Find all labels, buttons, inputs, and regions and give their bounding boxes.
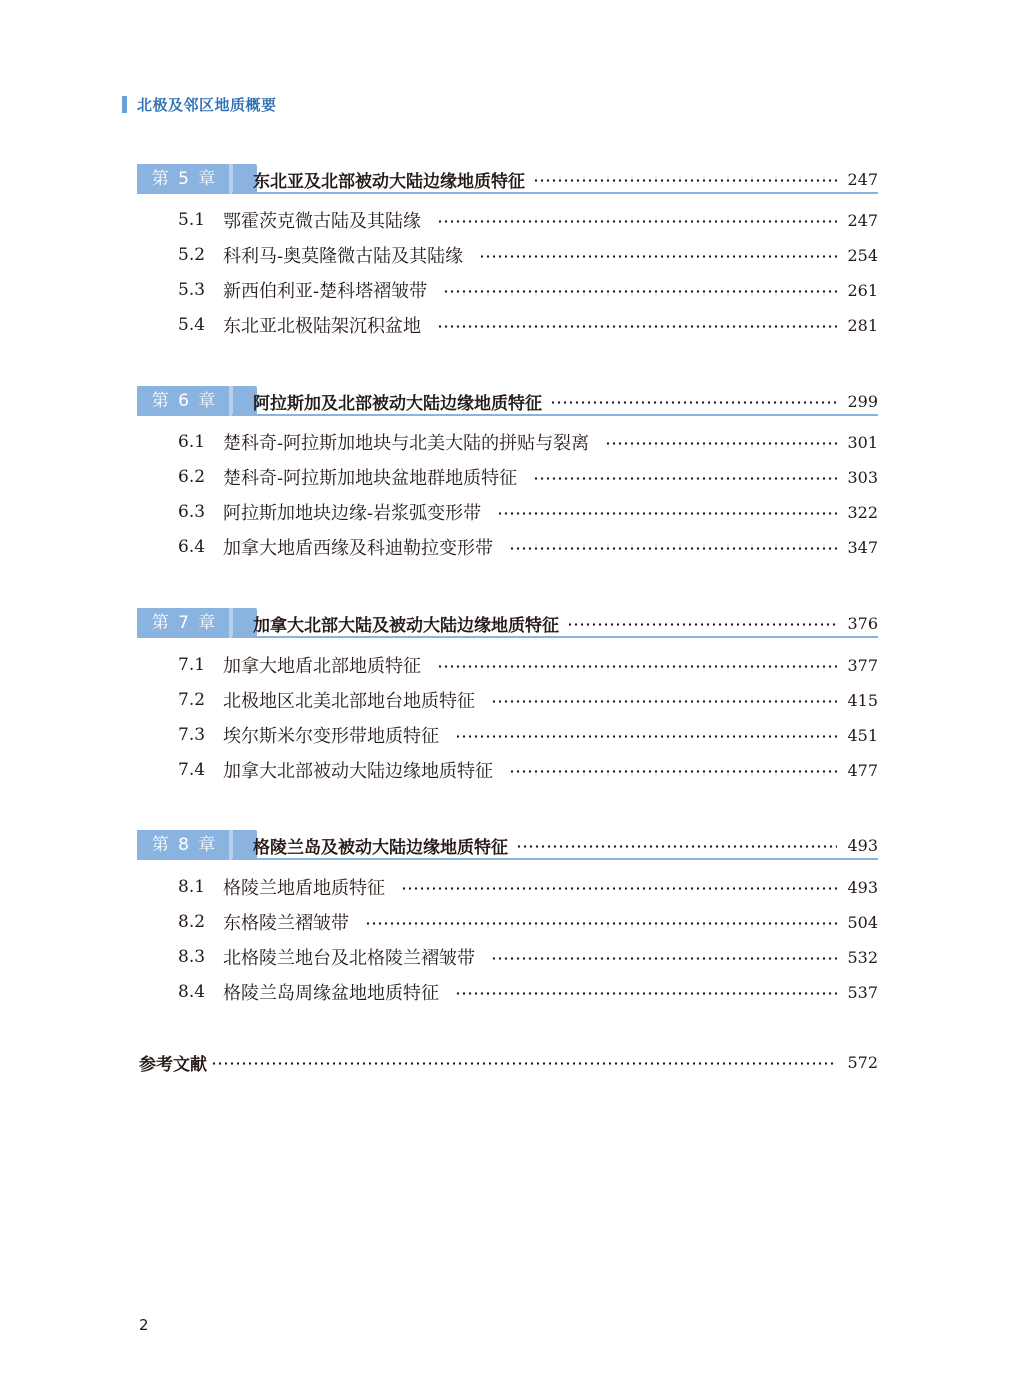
dot-leader [437,665,837,668]
section-title: 格陵兰岛周缘盆地地质特征 [223,983,439,1004]
section-title: 加拿大地盾北部地质特征 [223,656,421,677]
section-title: 科利马-奥莫隆微古陆及其陆缘 [223,246,464,267]
section-title: 鄂霍茨克微古陆及其陆缘 [223,211,421,232]
dot-leader [455,735,837,738]
section-page-number: 493 [847,877,878,897]
section-title: 楚科奇-阿拉斯加地块与北美大陆的拼贴与裂离 [223,433,590,454]
section-title: 东格陵兰褶皱带 [223,913,349,934]
chapter-tag-label: 第 5 章 [151,169,218,189]
section-title: 阿拉斯加地块边缘-岩浆弧变形带 [223,503,482,524]
section-title: 楚科奇-阿拉斯加地块盆地群地质特征 [223,468,518,489]
toc-chapter-6[interactable] [137,386,878,416]
toc-references[interactable] [139,1048,878,1076]
dot-leader [605,442,837,445]
toc-section[interactable] [178,207,878,233]
toc-section[interactable] [178,277,878,303]
toc-section[interactable] [178,429,878,455]
running-head [122,93,277,115]
toc-section[interactable] [178,757,878,783]
dot-leader [533,477,837,480]
dot-leader [567,623,837,626]
section-number: 8.2 [178,912,206,932]
toc-section[interactable] [178,979,878,1005]
dot-leader [437,220,837,223]
section-number: 5.3 [178,280,206,300]
section-page-number: 247 [847,210,878,230]
section-number: 6.2 [178,467,206,487]
section-number: 7.4 [178,760,206,780]
section-page-number: 537 [847,982,878,1002]
toc-section[interactable] [178,312,878,338]
dot-leader [491,957,837,960]
toc-section[interactable] [178,687,878,713]
toc-section[interactable] [178,242,878,268]
section-number: 8.1 [178,877,206,897]
section-number: 7.2 [178,690,206,710]
section-page-number: 301 [847,432,878,452]
dot-leader [497,512,837,515]
running-head-title: 北极及邻区地质概要 [137,95,277,114]
chapter-tag-label: 第 8 章 [151,835,218,855]
toc-chapter-8[interactable] [137,830,878,860]
section-number: 5.2 [178,245,206,265]
toc-section[interactable] [178,944,878,970]
toc-section[interactable] [178,499,878,525]
section-page-number: 504 [847,912,878,932]
section-number: 7.1 [178,655,206,675]
toc-chapter-7[interactable] [137,608,878,638]
section-page-number: 254 [847,245,878,265]
dot-leader [365,922,837,925]
dot-leader [479,255,837,258]
dot-leader [509,547,837,550]
section-title: 东北亚北极陆架沉积盆地 [223,316,421,337]
section-page-number: 377 [847,655,878,675]
section-page-number: 281 [847,315,878,335]
toc-chapter-5[interactable] [137,164,878,194]
dot-leader [516,845,837,848]
chapter-tag-label: 第 7 章 [151,613,218,633]
running-head-bar [122,96,127,113]
section-number: 6.4 [178,537,206,557]
references-title: 参考文献 [139,1054,207,1075]
section-number: 7.3 [178,725,206,745]
references-page-number: 572 [847,1052,878,1072]
toc-section[interactable] [178,909,878,935]
section-number: 5.1 [178,210,206,230]
section-title: 加拿大地盾西缘及科迪勒拉变形带 [223,538,493,559]
chapter-page-number: 493 [847,835,878,855]
section-page-number: 261 [847,280,878,300]
toc-section[interactable] [178,652,878,678]
section-page-number: 322 [847,502,878,522]
toc-section[interactable] [178,534,878,560]
section-page-number: 415 [847,690,878,710]
chapter-tag-label: 第 6 章 [151,391,218,411]
chapter-tag [137,608,257,638]
chapter-title: 东北亚及北部被动大陆边缘地质特征 [253,171,525,192]
dot-leader [509,770,837,773]
toc-section[interactable] [178,464,878,490]
dot-leader [455,992,837,995]
section-number: 8.3 [178,947,206,967]
dot-leader [491,700,837,703]
dot-leader [211,1062,837,1065]
chapter-tag [137,386,257,416]
dot-leader [443,290,837,293]
dot-leader [550,401,837,404]
section-title: 格陵兰地盾地质特征 [223,878,385,899]
dot-leader [533,179,837,182]
toc-section[interactable] [178,874,878,900]
dot-leader [437,325,837,328]
chapter-tag [137,830,257,860]
chapter-page-number: 247 [847,169,878,189]
toc-section[interactable] [178,722,878,748]
section-page-number: 347 [847,537,878,557]
section-title: 加拿大北部被动大陆边缘地质特征 [223,761,493,782]
section-number: 6.3 [178,502,206,522]
section-title: 北极地区北美北部地台地质特征 [223,691,475,712]
section-title: 埃尔斯米尔变形带地质特征 [223,726,439,747]
section-number: 6.1 [178,432,206,452]
chapter-title: 格陵兰岛及被动大陆边缘地质特征 [253,837,508,858]
section-page-number: 477 [847,760,878,780]
section-title: 新西伯利亚-楚科塔褶皱带 [223,281,428,302]
chapter-page-number: 376 [847,613,878,633]
section-page-number: 303 [847,467,878,487]
section-title: 北格陵兰地台及北格陵兰褶皱带 [223,948,475,969]
chapter-title: 加拿大北部大陆及被动大陆边缘地质特征 [253,615,559,636]
section-number: 5.4 [178,315,206,335]
dot-leader [401,887,837,890]
section-page-number: 451 [847,725,878,745]
section-page-number: 532 [847,947,878,967]
chapter-tag [137,164,257,194]
chapter-title: 阿拉斯加及北部被动大陆边缘地质特征 [253,393,542,414]
chapter-page-number: 299 [847,391,878,411]
page-number: 2 [139,1316,149,1334]
section-number: 8.4 [178,982,206,1002]
